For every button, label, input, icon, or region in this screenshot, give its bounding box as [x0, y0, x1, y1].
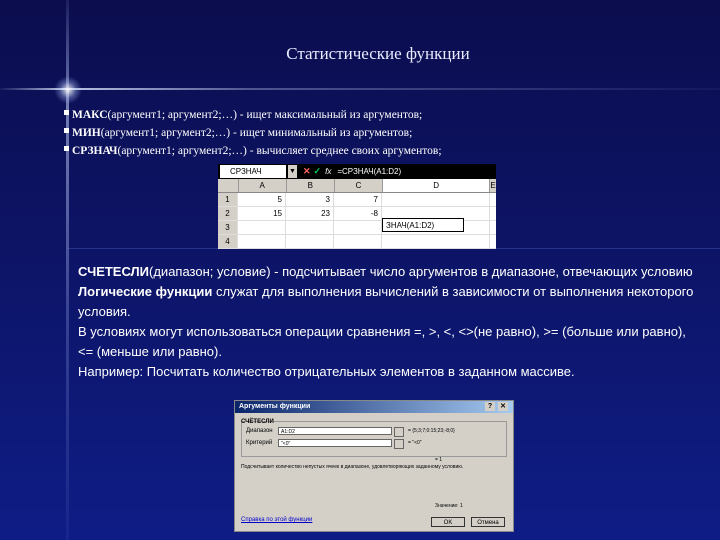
cell-b2[interactable]: 23: [286, 207, 334, 220]
countif-description: (диапазон; условие) - подсчитывает число аргументов в диапазоне, отвечающих условию: [149, 264, 693, 279]
cell-a4[interactable]: [238, 235, 286, 248]
cell-c4[interactable]: [334, 235, 382, 248]
bullet-average: [64, 142, 714, 160]
criteria-input[interactable]: "<0": [278, 439, 392, 447]
column-headers: [218, 179, 496, 193]
cell-b1[interactable]: 3: [286, 193, 334, 206]
cell-b3[interactable]: [286, 221, 334, 234]
cancel-formula-icon[interactable]: ✕: [303, 166, 311, 176]
dialog-title: Аргументы функции: [239, 403, 311, 410]
name-box[interactable]: СРЗНАЧ: [220, 165, 286, 178]
lens-flare-horizontal: [0, 88, 720, 90]
row-header[interactable]: 3: [218, 221, 238, 234]
countif-paragraph: [78, 262, 698, 282]
slide-body-text: [78, 262, 698, 382]
dialog-title-bar: [235, 401, 513, 413]
cancel-button[interactable]: Отмена: [471, 517, 505, 527]
column-header-a[interactable]: A: [239, 179, 287, 192]
bullet-square-icon: [64, 110, 69, 115]
logic-description: служат для выполнения вычислений в зависимости от выполнения некоторого условия.: [78, 284, 694, 319]
logic-heading: Логические функции: [78, 284, 213, 299]
range-input[interactable]: A1:D2: [278, 427, 392, 435]
bullet-function-name: МАКС: [72, 109, 108, 121]
bullet-min: [64, 124, 714, 142]
function-name-label: СЧЁТЕСЛИ: [241, 419, 274, 425]
argument-label-criteria: Критерий: [246, 440, 273, 446]
cell-edit-box[interactable]: ЗНАЧ(A1:D2): [382, 218, 464, 232]
name-box-dropdown-icon[interactable]: ▼: [288, 165, 297, 178]
cell-b4[interactable]: [286, 235, 334, 248]
countif-function-name: СЧЕТЕСЛИ: [78, 264, 150, 279]
lens-flare-core: [54, 76, 82, 104]
formula-input[interactable]: =СРЗНАЧ(A1:D2): [337, 167, 402, 176]
bullet-function-name: МИН: [72, 127, 101, 139]
close-icon[interactable]: ✕: [498, 402, 508, 411]
help-icon[interactable]: ?: [485, 402, 495, 411]
row-header[interactable]: 4: [218, 235, 238, 248]
logic-paragraph: [78, 282, 698, 322]
function-result: = 1: [435, 457, 443, 463]
ok-button[interactable]: OK: [431, 517, 465, 527]
cell-d1[interactable]: [382, 193, 490, 206]
column-header-c[interactable]: C: [335, 179, 383, 192]
arguments-frame: [241, 421, 507, 457]
bullet-max: [64, 106, 714, 124]
column-header-d[interactable]: D: [383, 179, 490, 192]
compare-paragraph: В условиях могут использоваться операции сравнения =, >, <, <>(не равно), >= (больше или равно), <= (меньше или равно).: [78, 324, 686, 359]
collapse-dialog-icon[interactable]: [394, 427, 404, 437]
excel-screenshot: [218, 164, 496, 248]
cell-a1[interactable]: 5: [238, 193, 286, 206]
cell-c3[interactable]: [334, 221, 382, 234]
help-link[interactable]: Справка по этой функции: [241, 517, 313, 523]
function-bullet-list: [64, 106, 714, 160]
bullet-square-icon: [64, 128, 69, 133]
table-row: [218, 193, 496, 207]
column-header-e[interactable]: E: [490, 181, 496, 190]
cell-c2[interactable]: -8: [334, 207, 382, 220]
accept-formula-icon[interactable]: ✓: [313, 166, 322, 176]
cell-a3[interactable]: [238, 221, 286, 234]
row-header[interactable]: 1: [218, 193, 238, 206]
cell-d4[interactable]: [382, 235, 490, 248]
bullet-square-icon: [64, 146, 69, 151]
bullet-function-name: СРЗНАЧ: [72, 145, 118, 157]
function-description: Подсчитывает количество непустых ячеек в диапазоне, удовлетворяющих заданному условию.: [241, 464, 464, 470]
column-header-b[interactable]: B: [287, 179, 335, 192]
range-evaluated-value: = {5;3;7;0:15;23;-8;0}: [408, 428, 455, 434]
insert-function-icon[interactable]: fx: [325, 167, 332, 176]
slide-title: Статистические функции: [286, 44, 470, 63]
bullet-text: (аргумент1; аргумент2;…) - ищет максимальный из аргументов;: [107, 109, 423, 121]
row-header[interactable]: 2: [218, 207, 238, 220]
example-paragraph: Например: Посчитать количество отрицательных элементов в заданном массиве.: [78, 364, 575, 379]
formula-value: Значение: 1: [435, 503, 463, 509]
cell-a2[interactable]: 15: [238, 207, 286, 220]
cell-c1[interactable]: 7: [334, 193, 382, 206]
collapse-dialog-icon[interactable]: [394, 439, 404, 449]
formula-bar: [218, 164, 496, 179]
table-row: [218, 235, 496, 249]
bullet-text: (аргумент1; аргумент2;…) - вычисляет среднее своих аргументов;: [117, 145, 442, 157]
criteria-evaluated-value: = "<0": [408, 440, 422, 446]
function-arguments-dialog: [234, 400, 514, 532]
bullet-text: (аргумент1; аргумент2;…) - ищет минимальный из аргументов;: [100, 127, 413, 139]
corner-cell[interactable]: [218, 179, 239, 192]
argument-label-range: Диапазон: [246, 428, 273, 434]
